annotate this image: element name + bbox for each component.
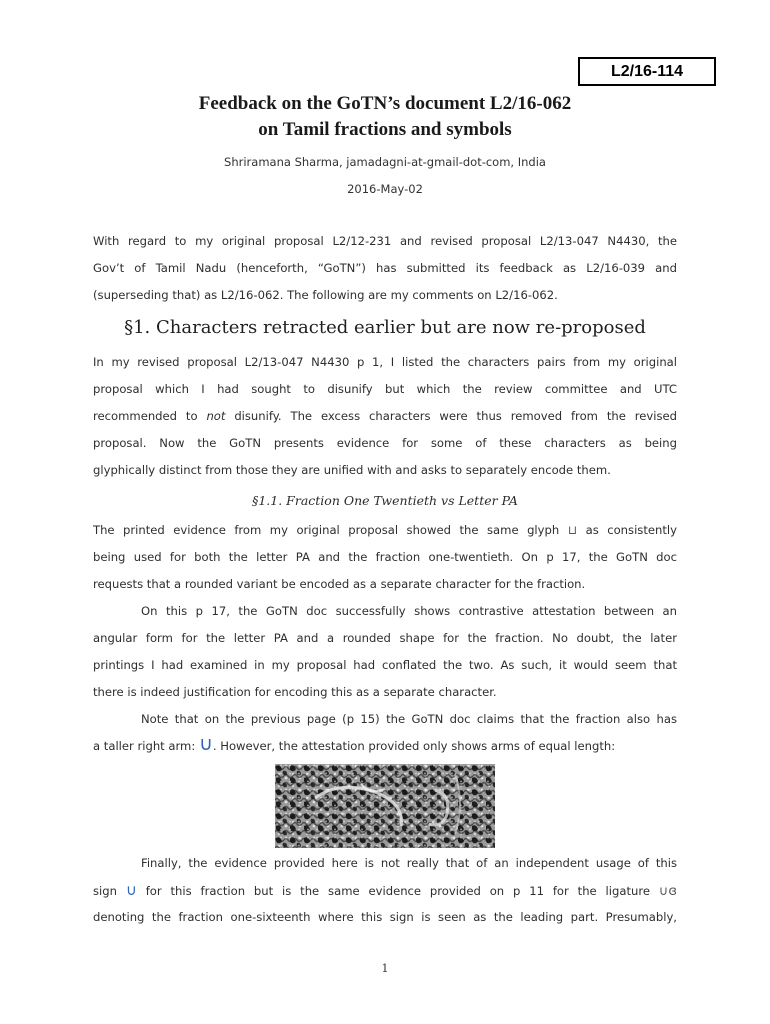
paragraph-line: Finally, the evidence provided here is not really that of an independent usage of this — [141, 856, 677, 870]
printed-evidence-paragraph — [93, 517, 677, 598]
paragraph-line: Note that on the previous page (p 15) the GoTN doc claims that the fraction also has — [141, 712, 677, 726]
paragraph-line — [93, 877, 677, 904]
text-run: sign — [93, 884, 126, 898]
paragraph-line: angular form for the letter PA and a rounded shape for the fraction. No doubt, the later — [93, 631, 677, 645]
section-1-heading: §1. Characters retracted earlier but are now re-proposed — [124, 317, 646, 338]
text-run: . However, the attestation provided only shows arms of equal length: — [212, 739, 616, 753]
text-run: a taller right arm: — [93, 739, 199, 753]
scan-texture — [275, 764, 495, 848]
paragraph-line: proposal. Now the GoTN presents evidence for some of these characters as being — [93, 436, 677, 450]
paragraph-line: denoting the fraction one-sixteenth where this sign is seen as the leading part. Presumably, — [93, 910, 677, 924]
intro-line: (superseding that) as L2/16-062. The following are my comments on L2/16-062. — [93, 288, 558, 302]
intro-paragraph — [93, 228, 677, 309]
angular-pa-glyph: ⊔ — [567, 523, 578, 537]
text-run: recommended to — [93, 409, 207, 423]
section-1-paragraph — [93, 349, 677, 484]
rounded-fraction-glyph: ∪ — [125, 881, 137, 899]
page-number: 1 — [381, 962, 389, 975]
contrastive-paragraph — [93, 598, 677, 706]
attestation-scan-image — [275, 764, 495, 848]
intro-line: With regard to my original proposal L2/12-231 and revised proposal L2/13-047 N4430, the — [93, 234, 677, 248]
text-run: as consistently — [577, 523, 677, 537]
paragraph-line: On this p 17, the GoTN doc successfully shows contrastive attestation between an — [141, 604, 677, 618]
intro-line: Gov’t of Tamil Nadu (henceforth, “GoTN”) has submitted its feedback as L2/16-039 and — [93, 261, 677, 275]
author-line: Shriramana Sharma, jamadagni-at-gmail-dot-com, India — [224, 155, 546, 169]
paragraph-line: glyphically distinct from those they are unified with and asks to separately encode them. — [93, 463, 611, 477]
text-run: for this fraction but is the same evidence provided on p 11 for the ligature — [136, 884, 659, 898]
paragraph-line: there is indeed justification for encoding this as a separate character. — [93, 685, 497, 699]
paragraph-line: proposal which I had sought to disunify but which the review committee and UTC — [93, 382, 677, 396]
document-title-line-1: Feedback on the GoTN’s document L2/16-062 — [198, 93, 572, 114]
finally-paragraph — [93, 850, 677, 931]
emphasis-not: not — [206, 409, 226, 423]
text-run: The printed evidence from my original proposal showed the same glyph — [93, 523, 568, 537]
taller-arm-glyph: ∪ — [198, 733, 213, 755]
text-run: disunify. The excess characters were thus removed from the revised — [225, 409, 677, 423]
document-number-box: L2/16-114 — [578, 57, 716, 86]
subsection-1-1-heading: §1.1. Fraction One Twentieth vs Letter PA — [252, 493, 518, 508]
date-line: 2016-May-02 — [347, 182, 423, 196]
taller-arm-paragraph — [93, 706, 677, 760]
paragraph-line: In my revised proposal L2/13-047 N4430 p 1, I listed the characters pairs from my original — [93, 355, 677, 369]
paragraph-line — [93, 517, 677, 544]
paragraph-line — [93, 733, 677, 760]
paragraph-line — [93, 403, 677, 430]
paragraph-line: being used for both the letter PA and the fraction one-twentieth. On p 17, the GoTN doc — [93, 550, 677, 564]
document-title-line-2: on Tamil fractions and symbols — [258, 119, 512, 140]
one-sixteenth-ligature-glyph: ∪ɞ — [658, 884, 677, 899]
paragraph-line: printings I had examined in my proposal had conflated the two. As such, it would seem that — [93, 658, 677, 672]
paragraph-line: requests that a rounded variant be encoded as a separate character for the fraction. — [93, 577, 586, 591]
